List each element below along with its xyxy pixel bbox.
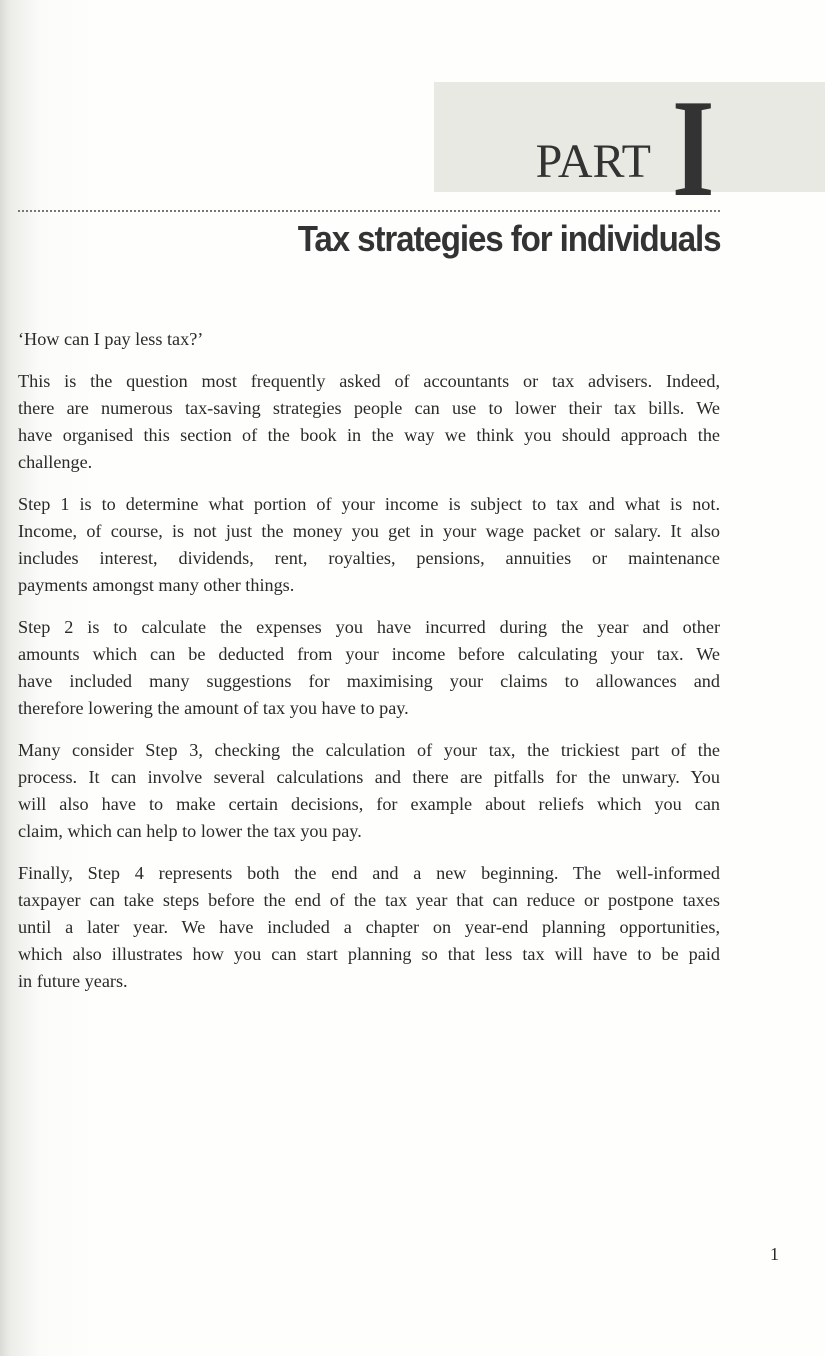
text-line: there are numerous tax-saving strategies people can use to lower their tax bills. We xyxy=(18,398,720,418)
part-label: PART xyxy=(535,135,651,188)
text-line: Step 1 is to determine what portion of your income is subject to tax and what is not. xyxy=(18,494,720,514)
text-line: Step 2 is to calculate the expenses you have incurred during the year and other xyxy=(18,617,720,637)
text-line: until a later year. We have included a chapter on year-end planning opportunities, xyxy=(18,917,720,937)
paragraph xyxy=(18,326,720,353)
text-line: have included many suggestions for maximising your claims to allowances and xyxy=(18,671,720,691)
text-line: have organised this section of the book in the way we think you should approach the xyxy=(18,425,720,445)
text-line: payments amongst many other things. xyxy=(18,575,295,595)
text-line: process. It can involve several calculations and there are pitfalls for the unwary. You xyxy=(18,767,720,787)
text-line: includes interest, dividends, rent, royalties, pensions, annuities or maintenance xyxy=(18,548,720,568)
text-line: Finally, Step 4 represents both the end and a new beginning. The well-informed xyxy=(18,863,720,883)
text-line: will also have to make certain decisions, for example about reliefs which you can xyxy=(18,794,720,814)
text-line: taxpayer can take steps before the end of the tax year that can reduce or postpone taxes xyxy=(18,890,720,910)
paragraph xyxy=(18,860,720,995)
dotted-divider xyxy=(18,210,720,212)
page-number: 1 xyxy=(770,1244,779,1264)
text-line: This is the question most frequently asked of accountants or tax advisers. Indeed, xyxy=(18,371,720,391)
text-line: Many consider Step 3, checking the calculation of your tax, the trickiest part of the xyxy=(18,740,720,760)
part-number: I xyxy=(672,71,715,226)
paragraph xyxy=(18,614,720,722)
text-line: which also illustrates how you can start planning so that less tax will have to be paid xyxy=(18,944,720,964)
text-line: claim, which can help to lower the tax you pay. xyxy=(18,821,362,841)
text-line: challenge. xyxy=(18,452,93,472)
paragraph xyxy=(18,368,720,476)
text-line: therefore lowering the amount of tax you have to pay. xyxy=(18,698,409,718)
text-line: ‘How can I pay less tax?’ xyxy=(18,329,204,349)
paragraph xyxy=(18,737,720,845)
body-text xyxy=(18,326,720,1010)
text-line: amounts which can be deducted from your income before calculating your tax. We xyxy=(18,644,720,664)
text-line: in future years. xyxy=(18,971,128,991)
text-line: Income, of course, is not just the money you get in your wage packet or salary. It also xyxy=(18,521,720,541)
paragraph xyxy=(18,491,720,599)
part-title: Tax strategies for individuals xyxy=(297,218,720,259)
